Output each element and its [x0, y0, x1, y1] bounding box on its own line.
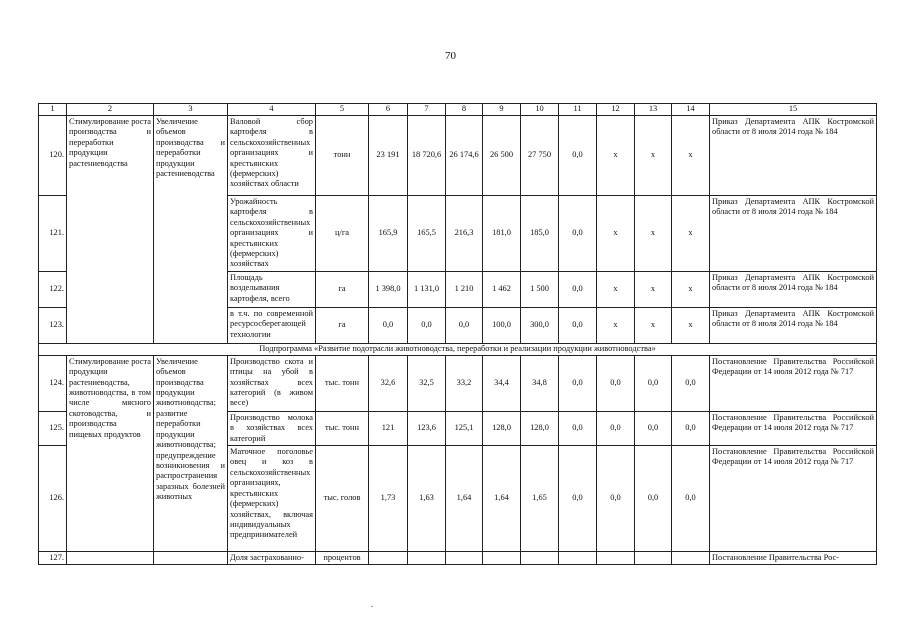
value-cell: 33,2: [446, 355, 483, 411]
value-cell: 123,6: [408, 411, 446, 445]
row-number: 126.: [39, 446, 67, 552]
value-cell: 100,0: [483, 307, 521, 343]
task-cell: Увеличение объемов производства продукции животноводства; развитие переработки продукции животноводства; предупреждение возникновения и распространения заразных болезней животных: [154, 355, 228, 551]
unit-cell: процентов: [316, 552, 369, 565]
indicator-cell: Маточное поголовье овец и коз в сельскохозяйственных организациях, крестьянских (фермерских) хозяйствах, включая индивидуальных предпринимателей: [228, 446, 316, 552]
header-cell: 9: [483, 104, 521, 116]
unit-cell: тыс. голов: [316, 446, 369, 552]
value-cell: 128,0: [483, 411, 521, 445]
goal-cell: [67, 552, 154, 565]
value-cell: 0,0: [559, 271, 597, 307]
source-cell: Постановление Правительства Рос-: [710, 552, 877, 565]
subprogram-row: [39, 343, 877, 355]
value-cell: х: [597, 116, 635, 196]
value-cell: х: [635, 307, 672, 343]
value-cell: 23 191: [369, 116, 408, 196]
value-cell: [559, 552, 597, 565]
value-cell: 0,0: [597, 446, 635, 552]
header-cell: 13: [635, 104, 672, 116]
value-cell: 121: [369, 411, 408, 445]
header-cell: 5: [316, 104, 369, 116]
indicator-cell: Площадь возделывания картофеля, всего: [228, 271, 316, 307]
value-cell: 18 720,6: [408, 116, 446, 196]
value-cell: 0,0: [559, 307, 597, 343]
value-cell: [635, 552, 672, 565]
value-cell: 0,0: [635, 411, 672, 445]
indicator-cell: Производство скота и птицы на убой в хозяйствах всех категорий (в живом весе): [228, 355, 316, 411]
value-cell: [408, 552, 446, 565]
value-cell: х: [672, 116, 710, 196]
value-cell: 165,9: [369, 196, 408, 272]
header-cell: 12: [597, 104, 635, 116]
value-cell: 26 174,6: [446, 116, 483, 196]
source-cell: Приказ Департамента АПК Костромской области от 8 июля 2014 года № 184: [710, 307, 877, 343]
value-cell: 1 131,0: [408, 271, 446, 307]
value-cell: 32,5: [408, 355, 446, 411]
page-number: 70: [445, 50, 456, 62]
value-cell: х: [672, 196, 710, 272]
value-cell: 0,0: [635, 355, 672, 411]
unit-cell: тыс. тонн: [316, 411, 369, 445]
value-cell: 0,0: [597, 411, 635, 445]
value-cell: [483, 552, 521, 565]
value-cell: х: [597, 271, 635, 307]
header-cell: 3: [154, 104, 228, 116]
value-cell: 34,8: [521, 355, 559, 411]
source-cell: Постановление Правительства Российской Федерации от 14 июля 2012 года № 717: [710, 355, 877, 411]
row-number: 125.: [39, 411, 67, 445]
header-cell: 7: [408, 104, 446, 116]
value-cell: х: [672, 307, 710, 343]
value-cell: 0,0: [446, 307, 483, 343]
value-cell: 1 210: [446, 271, 483, 307]
header-cell: 1: [39, 104, 67, 116]
unit-cell: ц/га: [316, 196, 369, 272]
value-cell: 0,0: [559, 116, 597, 196]
value-cell: 32,6: [369, 355, 408, 411]
unit-cell: га: [316, 271, 369, 307]
value-cell: 0,0: [597, 355, 635, 411]
header-row: [39, 104, 877, 116]
value-cell: 300,0: [521, 307, 559, 343]
value-cell: 128,0: [521, 411, 559, 445]
source-cell: Приказ Департамента АПК Костромской области от 8 июля 2014 года № 184: [710, 196, 877, 272]
value-cell: [446, 552, 483, 565]
value-cell: 0,0: [559, 446, 597, 552]
task-cell: [154, 552, 228, 565]
task-cell: Увеличение объемов производства и переработки продукции растениеводства: [154, 116, 228, 344]
goal-cell: Стимулирование роста производства и переработки продукции растениеводства: [67, 116, 154, 344]
value-cell: 0,0: [559, 196, 597, 272]
value-cell: 1 462: [483, 271, 521, 307]
value-cell: 185,0: [521, 196, 559, 272]
value-cell: 0,0: [559, 355, 597, 411]
unit-cell: га: [316, 307, 369, 343]
indicators-table: [38, 103, 877, 565]
row-number: 122.: [39, 271, 67, 307]
source-cell: Приказ Департамента АПК Костромской области от 8 июля 2014 года № 184: [710, 271, 877, 307]
header-cell: 11: [559, 104, 597, 116]
value-cell: 0,0: [672, 446, 710, 552]
header-cell: 2: [67, 104, 154, 116]
value-cell: х: [672, 271, 710, 307]
source-cell: Приказ Департамента АПК Костромской области от 8 июля 2014 года № 184: [710, 116, 877, 196]
row-number: 121.: [39, 196, 67, 272]
value-cell: 1 398,0: [369, 271, 408, 307]
value-cell: [521, 552, 559, 565]
goal-cell: Стимулирование роста продукции растениеводства, животноводства, в том числе мясного скотоводства, и производства пищевых продуктов: [67, 355, 154, 551]
unit-cell: тонн: [316, 116, 369, 196]
value-cell: 27 750: [521, 116, 559, 196]
indicator-cell: Валовой сбор картофеля в сельскохозяйственных организациях и крестьянских (фермерских) хозяйствах области: [228, 116, 316, 196]
header-cell: 15: [710, 104, 877, 116]
value-cell: 1,73: [369, 446, 408, 552]
source-cell: Постановление Правительства Российской Федерации от 14 июля 2012 года № 717: [710, 446, 877, 552]
indicator-cell: Урожайность картофеля в сельскохозяйственных организациях и крестьянских (фермерских) хозяйствах: [228, 196, 316, 272]
value-cell: 1,63: [408, 446, 446, 552]
table-row: [39, 116, 877, 196]
header-cell: 14: [672, 104, 710, 116]
row-number: 120.: [39, 116, 67, 196]
value-cell: х: [635, 116, 672, 196]
value-cell: 181,0: [483, 196, 521, 272]
value-cell: 0,0: [408, 307, 446, 343]
value-cell: 1,65: [521, 446, 559, 552]
value-cell: 0,0: [559, 411, 597, 445]
subprogram-title: Подпрограмма «Развитие подотрасли животноводства, переработки и реализации продукции животноводства»: [39, 343, 877, 355]
header-cell: 8: [446, 104, 483, 116]
row-number: 127.: [39, 552, 67, 565]
value-cell: 125,1: [446, 411, 483, 445]
header-cell: 10: [521, 104, 559, 116]
value-cell: 0,0: [635, 446, 672, 552]
value-cell: 165,5: [408, 196, 446, 272]
value-cell: [672, 552, 710, 565]
table-row: [39, 355, 877, 411]
value-cell: х: [635, 196, 672, 272]
table-row: [39, 552, 877, 565]
value-cell: 0,0: [672, 411, 710, 445]
scan-speck: [371, 606, 373, 607]
value-cell: 0,0: [369, 307, 408, 343]
header-cell: 6: [369, 104, 408, 116]
indicator-cell: Производство молока в хозяйствах всех категорий: [228, 411, 316, 445]
indicator-cell: в т.ч. по современной ресурсосберегающей технологии: [228, 307, 316, 343]
header-cell: 4: [228, 104, 316, 116]
value-cell: [369, 552, 408, 565]
unit-cell: тыс. тонн: [316, 355, 369, 411]
value-cell: 1 500: [521, 271, 559, 307]
value-cell: 1,64: [446, 446, 483, 552]
value-cell: 26 500: [483, 116, 521, 196]
row-number: 123.: [39, 307, 67, 343]
indicator-cell: Доля застрахованно-: [228, 552, 316, 565]
value-cell: 1,64: [483, 446, 521, 552]
value-cell: 34,4: [483, 355, 521, 411]
source-cell: Постановление Правительства Российской Федерации от 14 июля 2012 года № 717: [710, 411, 877, 445]
value-cell: 0,0: [672, 355, 710, 411]
value-cell: х: [597, 307, 635, 343]
row-number: 124.: [39, 355, 67, 411]
value-cell: х: [635, 271, 672, 307]
value-cell: [597, 552, 635, 565]
value-cell: 216,3: [446, 196, 483, 272]
value-cell: х: [597, 196, 635, 272]
